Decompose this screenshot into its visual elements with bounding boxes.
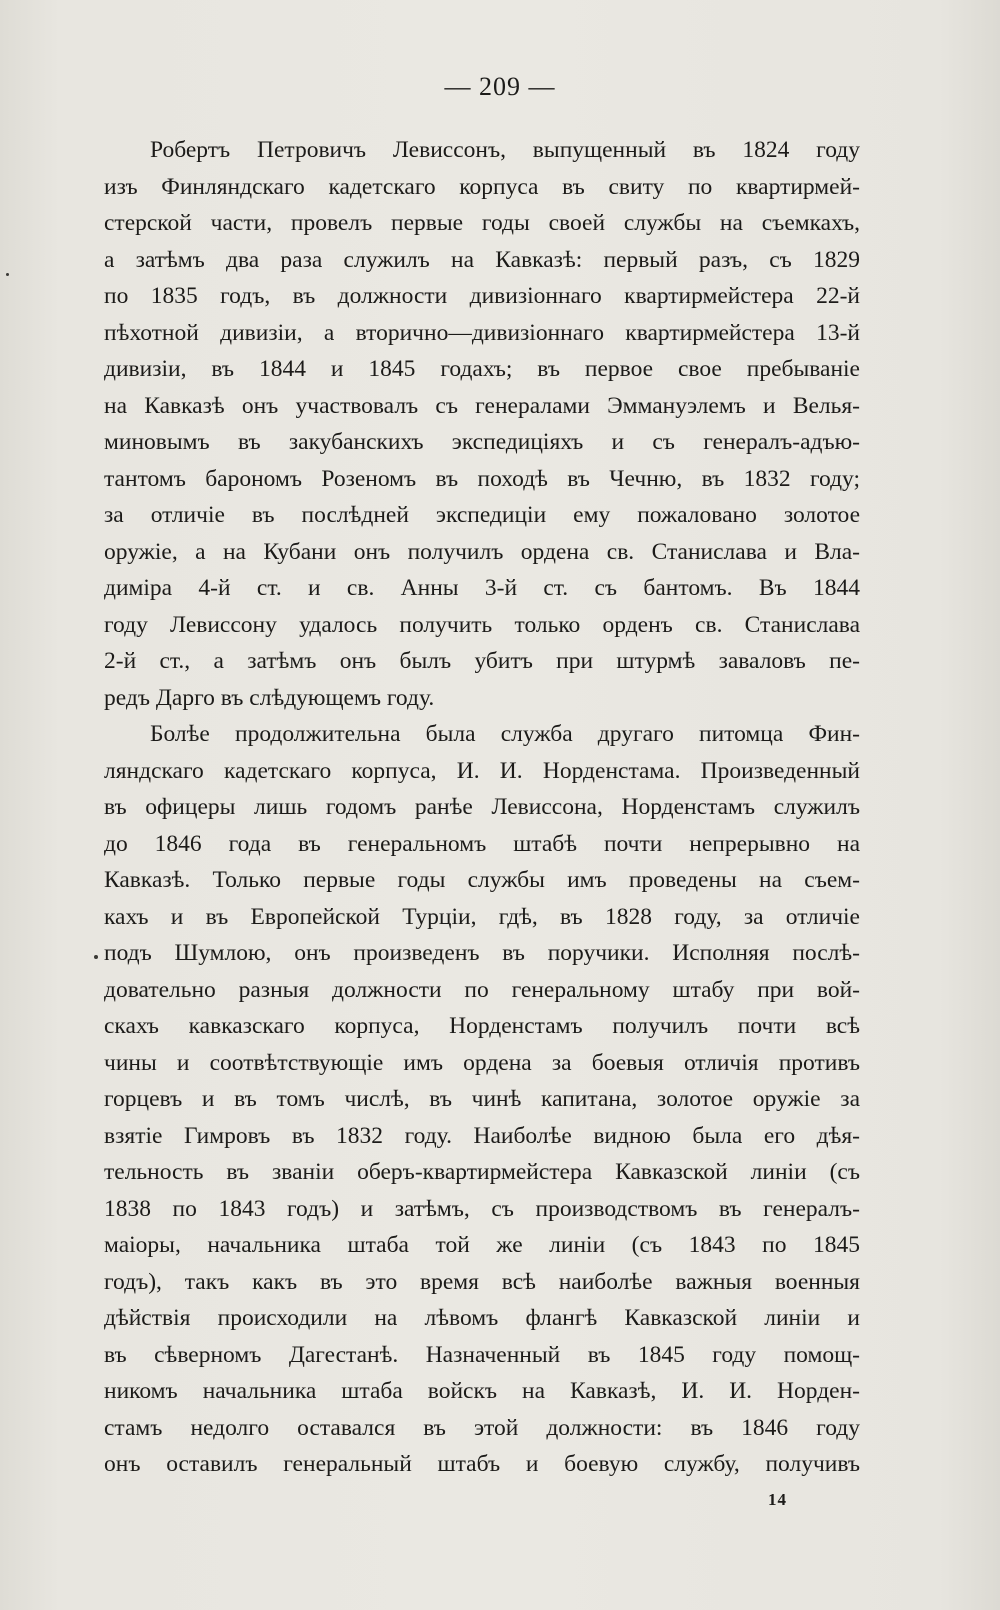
text-line: пѣхотной дивизіи, а вторично—дивизіоннаго квартирмейстера 13-й	[104, 319, 860, 346]
text-line: диміра 4-й ст. и св. Анны 3-й ст. съ бантомъ. Въ 1844	[104, 575, 860, 601]
text-line: 2-й ст., а затѣмъ онъ былъ убитъ при штурмѣ заваловъ пе-	[104, 648, 860, 674]
text-line: ляндскаго кадетскаго корпуса, И. И. Норденстама. Произведенный	[104, 757, 860, 784]
text-line: кахъ и въ Европейской Турціи, гдѣ, въ 1828 году, за отличіе	[104, 903, 860, 930]
text-line: маіоры, начальника штаба той же линіи (съ 1843 по 1845	[104, 1232, 860, 1258]
text-line: стерской части, провелъ первые годы своей службы на съемкахъ,	[104, 210, 860, 236]
text-line: подъ Шумлою, онъ произведенъ въ поручики. Исполняя послѣ-	[104, 940, 860, 966]
text-line: скахъ кавказскаго корпуса, Норденстамъ получилъ почти всѣ	[104, 1013, 860, 1039]
page-number: — 209 —	[444, 72, 556, 101]
text-line: на Кавказѣ онъ участвовалъ съ генералами Эммануэлемъ и Велья-	[104, 392, 860, 419]
text-line: тантомъ барономъ Розеномъ въ походѣ въ Чечню, въ 1832 году;	[104, 465, 860, 492]
paragraph-1	[104, 132, 860, 716]
text-line: взятіе Гимровъ въ 1832 году. Наиболѣе видною была его дѣя-	[104, 1122, 860, 1149]
body-text	[104, 132, 860, 1483]
text-line: довательно разныя должности по генеральному штабу при вой-	[104, 976, 860, 1003]
paragraph-2	[104, 716, 860, 1483]
text-line: никомъ начальника штаба войскъ на Кавказѣ, И. И. Норден-	[104, 1378, 860, 1404]
text-line: дивизіи, въ 1844 и 1845 годахъ; въ первое свое пребываніе	[104, 356, 860, 382]
text-line: году Левиссону удалось получить только орденъ св. Станислава	[104, 611, 860, 638]
text-line: а затѣмъ два раза служилъ на Кавказѣ: первый разъ, съ 1829	[104, 246, 860, 273]
text-line: изъ Финляндскаго кадетскаго корпуса въ свиту по квартирмей-	[104, 173, 860, 200]
text-line: годъ), такъ какъ въ это время всѣ наиболѣе важныя военныя	[104, 1268, 860, 1295]
text-line: Робертъ Петровичъ Левиссонъ, выпущенный въ 1824 году	[150, 137, 860, 163]
ink-speck	[6, 273, 9, 276]
text-line: до 1846 года въ генеральномъ штабѣ почти непрерывно на	[104, 830, 860, 857]
text-line: миновымъ въ закубанскихъ экспедиціяхъ и съ генералъ-адъю-	[104, 429, 860, 455]
text-line: тельность въ званіи оберъ-квартирмейстера Кавказской линіи (съ	[104, 1159, 860, 1185]
text-line: по 1835 годъ, въ должности дивизіоннаго квартирмейстера 22-й	[104, 283, 860, 309]
text-line: дѣйствія происходили на лѣвомъ флангѣ Кавказской линіи и	[104, 1305, 860, 1331]
text-line: стамъ недолго оставался въ этой должности: въ 1846 году	[104, 1414, 860, 1441]
text-line: въ сѣверномъ Дагестанѣ. Назначенный въ 1845 году помощ-	[104, 1341, 860, 1368]
text-line: Болѣе продолжительна была служба другаго питомца Фин-	[150, 721, 860, 747]
text-line: Кавказѣ. Только первые годы службы имъ проведены на съем-	[104, 867, 860, 893]
text-line: за отличіе въ послѣдней экспедиціи ему пожаловано золотое	[104, 502, 860, 528]
text-line: оружіе, а на Кубани онъ получилъ ордена св. Станислава и Вла-	[104, 538, 860, 565]
text-line: 1838 по 1843 годъ) и затѣмъ, съ производствомъ въ генералъ-	[104, 1195, 860, 1222]
text-line: въ офицеры лишь годомъ ранѣе Левиссона, Норденстамъ служилъ	[104, 794, 860, 820]
text-line: чины и соотвѣтствующіе имъ ордена за боевыя отличія противъ	[104, 1049, 860, 1076]
text-line: онъ оставилъ генеральный штабъ и боевую службу, получивъ	[104, 1451, 860, 1477]
signature-mark: 14	[768, 1490, 787, 1509]
ink-speck	[94, 955, 98, 959]
text-line: горцевъ и въ томъ числѣ, въ чинѣ капитана, золотое оружіе за	[104, 1086, 860, 1112]
text-line: редъ Дарго въ слѣдующемъ году.	[104, 684, 435, 711]
